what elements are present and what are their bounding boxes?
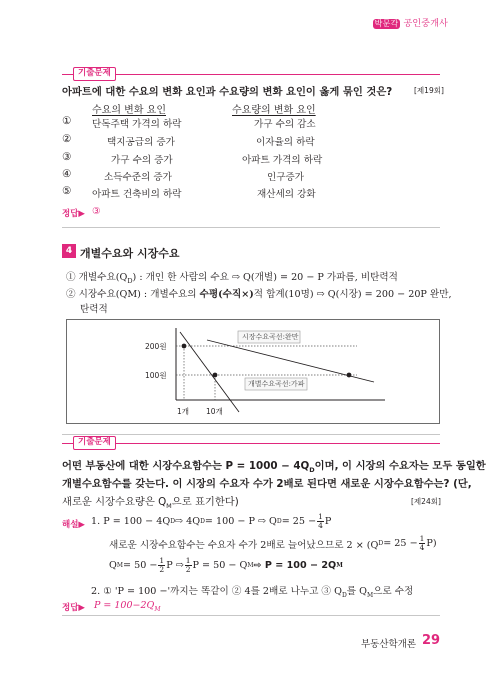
option-quantity-factor: 재산세의 강화 [257,189,316,200]
section-divider [62,615,440,616]
question-2-line-3 [62,493,239,510]
point-individual-100 [213,373,218,378]
option-quantity-factor: 이자율의 하락 [256,137,315,148]
y-tick-200: 200원 [145,342,167,351]
answer-formula: P = 100−2Q [94,600,155,611]
market-demand-line [66,286,452,300]
question-2-note: 새로운 시장수요량은 Q [62,496,167,508]
option-quantity-factor: 아파트 가격의 하락 [242,155,323,166]
option-demand-factor: 택지공급의 증가 [107,137,175,148]
expl-text: P ⇨ [166,560,184,571]
fraction-denominator: 4 [318,521,323,530]
subscript-m: M [116,562,124,569]
individual-demand-text-rest: ) : 개인 한 사람의 수요 ⇨ Q(개별) = 20 − P 가파름, 비탄력적 [132,272,398,283]
market-demand-bold: 수평(수직×) [199,289,254,300]
expl-text: 를 Q [346,586,367,597]
question-2-line-2: 개별수요함수를 갖는다. 이 시장의 수요자 수가 2배로 된다면 새로운 시장수요함수는? (단, [62,478,472,490]
fraction-one-quarter [317,513,324,530]
question-2-text-rest: 이며, 이 시장의 수요자는 모두 동일한 [314,460,486,472]
option-quantity-factor: 가구 수의 감소 [254,119,316,130]
expl-text: = 100 − P ⇨ Q [204,516,277,527]
section-number: 4 [62,244,76,258]
subscript-d: D [309,466,315,475]
market-demand-text: ② 시장수요(QM) : 개별수요의 [66,289,200,300]
section-divider [62,434,440,435]
exam-tag: 기출문제 [73,67,116,81]
brand-suffix: 공인중개사 [403,19,448,29]
option-number: ② [62,133,72,145]
expl-text: = 25 − [281,516,317,527]
market-demand-text-rest: 적 합계(10명) ⇨ Q(시장) = 200 − 20P 완만, [253,289,452,300]
option-quantity-factor: 인구증가 [267,172,305,183]
expl-text: P [324,516,332,527]
fraction-denominator: 2 [159,565,165,574]
option-number: ④ [62,168,72,180]
subscript-m: M [154,605,161,613]
brand-header [373,16,448,29]
individual-demand-text: ① 개별수요(Q [66,272,128,283]
answer-label: 정답▶ [62,209,85,219]
subscript-d: D [200,518,205,525]
question-1-source: [제19회] [414,86,444,95]
tag-rule [62,74,440,75]
fraction-numerator: 1 [419,534,425,543]
question-2-note-rest: 으로 표기한다) [171,496,239,508]
footer-page-number: 29 [422,633,441,648]
x-tick-1: 1개 [177,407,190,416]
answer-label: 정답▶ [62,603,85,613]
expl-text: 1. P = 100 − 4Q [91,516,171,527]
subscript-d: D [276,518,282,525]
market-curve-label: 시장수요곡선:완만 [242,333,299,341]
question-2-source: [제24회] [411,497,441,506]
market-demand-line-wrap: 탄력적 [80,304,108,315]
subscript-d: D [170,518,176,525]
question-2-line-1 [62,457,486,474]
fraction-numerator: 1 [159,556,165,565]
x-tick-10: 10개 [206,407,223,416]
fraction-one-half [158,557,165,574]
expl-text: P) [426,538,437,549]
individual-curve-label: 개별수요곡선:가파 [248,380,305,388]
explanation-step-1 [91,513,331,530]
explanation-step-1-result [109,557,343,574]
answer-value: ③ [92,206,101,217]
column-header-demand-change: 수요의 변화 요인 [92,105,166,116]
footer-book-title: 부동산학개론 [361,639,417,650]
expl-text: P = 50 − Q [192,560,248,571]
option-demand-factor: 아파트 건축비의 하락 [92,189,182,200]
demand-graph-box [66,319,440,424]
expl-text: Q [109,560,117,571]
expl-text: 으로 수정 [373,586,414,597]
fraction-numerator: 1 [318,512,323,521]
option-demand-factor: 소득수준의 증가 [104,172,172,183]
tag-rule [62,443,440,444]
expl-text: 새로운 시장수요함수는 수요자 수가 2배로 늘어났으므로 2 × (Q [109,539,379,551]
subscript-d: D [127,276,133,285]
subscript-m: M [247,562,254,569]
subscript-d: D [341,591,347,599]
option-demand-factor: 가구 수의 증가 [111,155,173,166]
explanation-label: 해설▶ [62,520,85,530]
point-market-100 [347,373,352,378]
option-demand-factor: 단독주택 가격의 하락 [92,119,182,130]
expl-result: ⇨ P = 100 − 2Q [253,560,337,571]
individual-demand-line [66,269,398,285]
explanation-step-1-detail [109,535,437,552]
fraction-denominator: 4 [419,543,425,552]
expl-text: = 50 − [123,560,158,571]
subscript-m: M [166,502,172,511]
y-tick-100: 100원 [145,371,167,380]
point-individual-200 [182,344,187,349]
fraction-one-quarter [419,535,426,552]
explanation-step-2 [91,583,413,599]
subscript-d: D [378,540,384,547]
column-header-quantity-change: 수요량의 변화 요인 [232,105,316,116]
subscript-m: M [336,562,343,569]
section-title: 개별수요와 시장수요 [80,247,180,260]
question-2-text: 어떤 부동산에 대한 시장수요함수는 P = 1000 − 4Q [62,460,310,472]
answer-value [94,600,160,613]
option-number: ① [62,115,72,127]
fraction-numerator: 1 [185,556,191,565]
expl-text: 2. ① 'P = 100 −'까지는 똑같이 ② 4를 2배로 나누고 ③ Q [91,586,342,597]
fraction-denominator: 2 [185,565,191,574]
expl-text: = 25 − [383,538,418,549]
fraction-one-half [185,557,192,574]
expl-text: ⇨ 4Q [175,516,201,527]
brand-prefix: 박문각 [374,19,399,28]
section-divider [62,227,440,228]
subscript-m: M [366,591,374,599]
option-number: ③ [62,151,72,163]
option-number: ⑤ [62,185,72,197]
exam-tag: 기출문제 [73,436,116,450]
question-1: 아파트에 대한 수요의 변화 요인과 수요량의 변화 요인이 옳게 묶인 것은? [62,86,393,98]
